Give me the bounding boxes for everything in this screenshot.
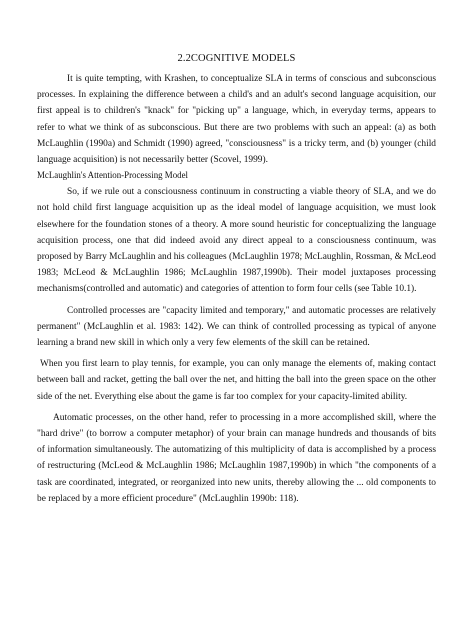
paragraph-model: So, if we rule out a consciousness continuum in constructing a viable theory of SLA, and we do not hold child first language acquisition up as the ideal model of language acquisition, we must look elsewhere for the foundation stones of a theory. A more sound heuristic for conceptualizing the language acquisition process, one that did indeed avoid any direct appeal to a consciousness continuum, was proposed by Barry McLaughlin and his colleagues (McLaughlin 1978; McLaughlin, Rossman, & McLeod 1983; McLeod & McLaughlin 1986; McLaughlin 1987,1990b). Their model juxtaposes processing mechanisms(controlled and automatic) and categories of attention to form four cells (see Table 10.1).: [37, 187, 436, 295]
paragraph-intro: It is quite tempting, with Krashen, to conceptualize SLA in terms of conscious and subconscious processes. In explaining the difference between a child's and an adult's second language acquisition, our first appeal is to children's "knack" for "picking up" a language, which, in everyday terms, appears to refer to what we think of as subconscious. But there are two problems with such an appeal: (a) as both McLaughlin (1990a) and Schmidt (1990) agreed, "consciousness" is a tricky term, and (b) younger (child language acquisition) is not necessarily better (Scovel, 1999).: [37, 74, 436, 166]
paragraph-controlled: Controlled processes are "capacity limited and temporary," and automatic processes are relatively permanent" (McLaughlin et al. 1983: 142). We can think of controlled processing as typical of anyone learning a brand new skill in which only a very few elements of the skill can be retained.: [37, 305, 436, 349]
paragraph-tennis: When you first learn to play tennis, for example, you can only manage the elements of, making contact between ball and racket, getting the ball over the net, and hitting the ball into the green space on the other side of the net. Everything else about the game is far too complex for your capacity-limited ability.: [37, 359, 436, 402]
section-title: 2.2COGNITIVE MODELS: [177, 53, 296, 64]
paragraph-automatic: Automatic processes, on the other hand, refer to processing in a more accomplished skill, where the "hard drive" (to borrow a computer metaphor) of your brain can manage hundreds and thousands of bits of information simultaneously. The automatizing of this multiplicity of data is accomplished by a process of restructuring (McLeod & McLaughlin 1986; McLaughlin 1987,1990b) in which "the components of a task are coordinated, integrated, or reorganized into new units, thereby allowing the ... old components to be replaced by a more efficient procedure" (McLaughlin 1990b: 118).: [37, 412, 436, 504]
subheading: McLaughlin's Attention-Processing Model: [37, 170, 188, 181]
